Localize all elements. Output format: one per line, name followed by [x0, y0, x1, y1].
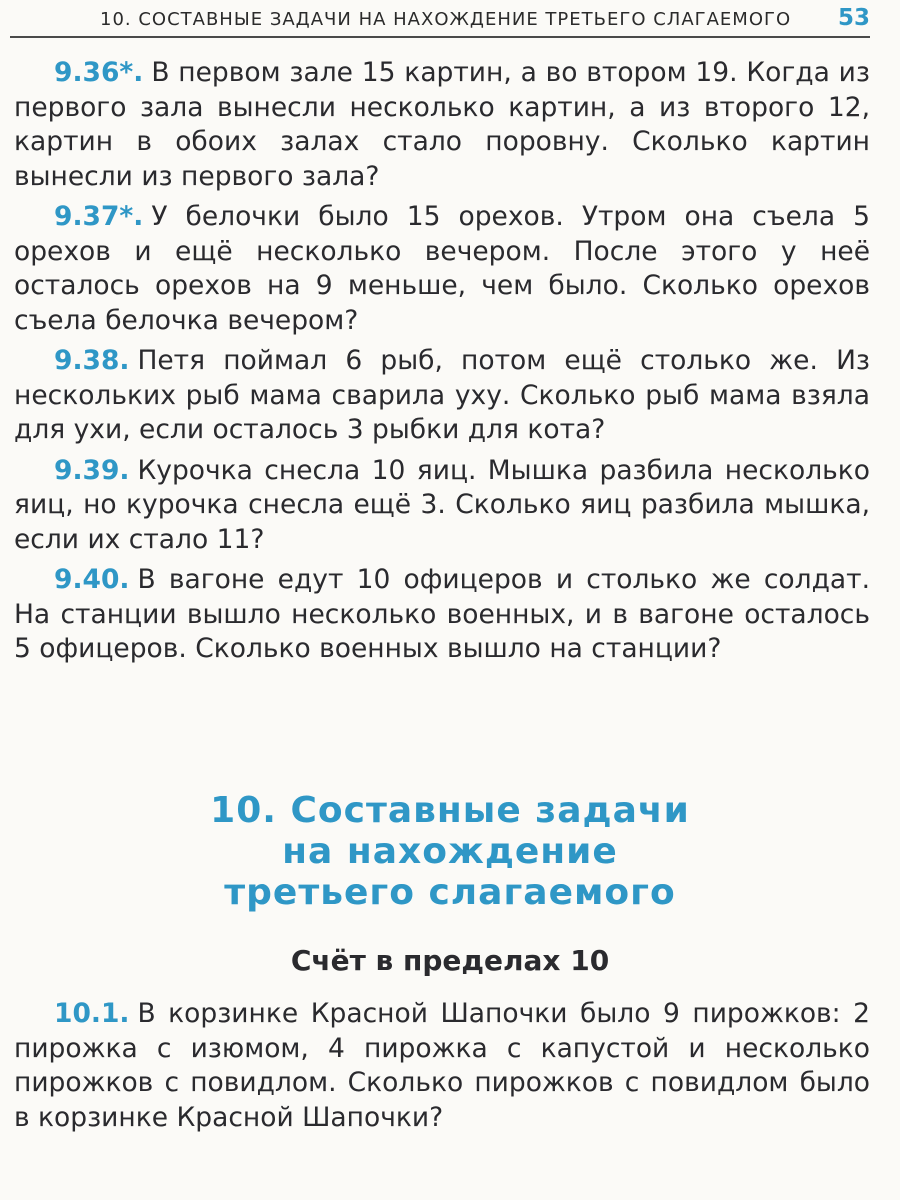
chapter-title-line: третьего слагаемого [224, 872, 676, 913]
problem-number: 9.39. [54, 454, 130, 486]
chapter-title-line: на нахождение [282, 831, 618, 872]
problem-text: В первом зале 15 картин, а во втором 19. Когда из первого зала вынесли несколько картин, а из второго 12, картин в обоих залах стало поровну. Сколько картин вынесли из первого зала? [14, 57, 870, 192]
running-head [10, 6, 870, 38]
problem-9-40 [14, 563, 870, 667]
problem-number: 10.1. [54, 998, 130, 1029]
problem-10-1 [14, 997, 870, 1135]
problem-text: В вагоне едут 10 офицеров и столько же солдат. На станции вышло несколько военных, и в вагоне осталось 5 офицеров. Сколько военных вышло на станции? [14, 564, 870, 664]
chapter-title [0, 790, 900, 913]
problem-9-38 [14, 344, 870, 448]
problem-number: 9.38. [54, 345, 130, 376]
problem-list [14, 56, 870, 673]
section-subheading: Счёт в пределах 10 [290, 944, 610, 977]
problem-text: Курочка снесла 10 яиц. Мышка разбила несколько яиц, но курочка снесла ещё 3. Сколько яиц разбила мышка, если их стало 11? [14, 454, 870, 555]
problem-number: 9.37*. [54, 201, 144, 232]
problem-text: В корзинке Красной Шапочки было 9 пирожков: 2 пирожка с изюмом, 4 пирожка с капустой и несколько пирожков с повидлом. Сколько пирожков с повидлом было в корзинке Красной Шапочки? [14, 998, 870, 1133]
problem-list-2 [14, 997, 870, 1141]
problem-text: У белочки было 15 орехов. Утром она съела 5 орехов и ещё несколько вечером. После этого у неё осталось орехов на 9 меньше, чем было. Сколько орехов съела белочка вечером? [14, 201, 870, 336]
problem-number: 9.36*. [54, 57, 144, 88]
problem-number: 9.40. [54, 564, 130, 595]
problem-9-36 [14, 56, 870, 194]
running-head-title: 10. СОСТАВНЫЕ ЗАДАЧИ НА НАХОЖДЕНИЕ ТРЕТЬЕГО СЛАГАЕМОГО [100, 9, 792, 30]
page-number: 53 [837, 5, 870, 31]
problem-text: Петя поймал 6 рыб, потом ещё столько же. Из нескольких рыб мама сварила уху. Сколько рыб мама взяла для ухи, если осталось 3 рыбки для кота? [14, 345, 870, 445]
chapter-title-line: 10. Составные задачи [210, 790, 690, 831]
problem-9-37 [14, 200, 870, 338]
problem-9-39 [14, 454, 870, 558]
